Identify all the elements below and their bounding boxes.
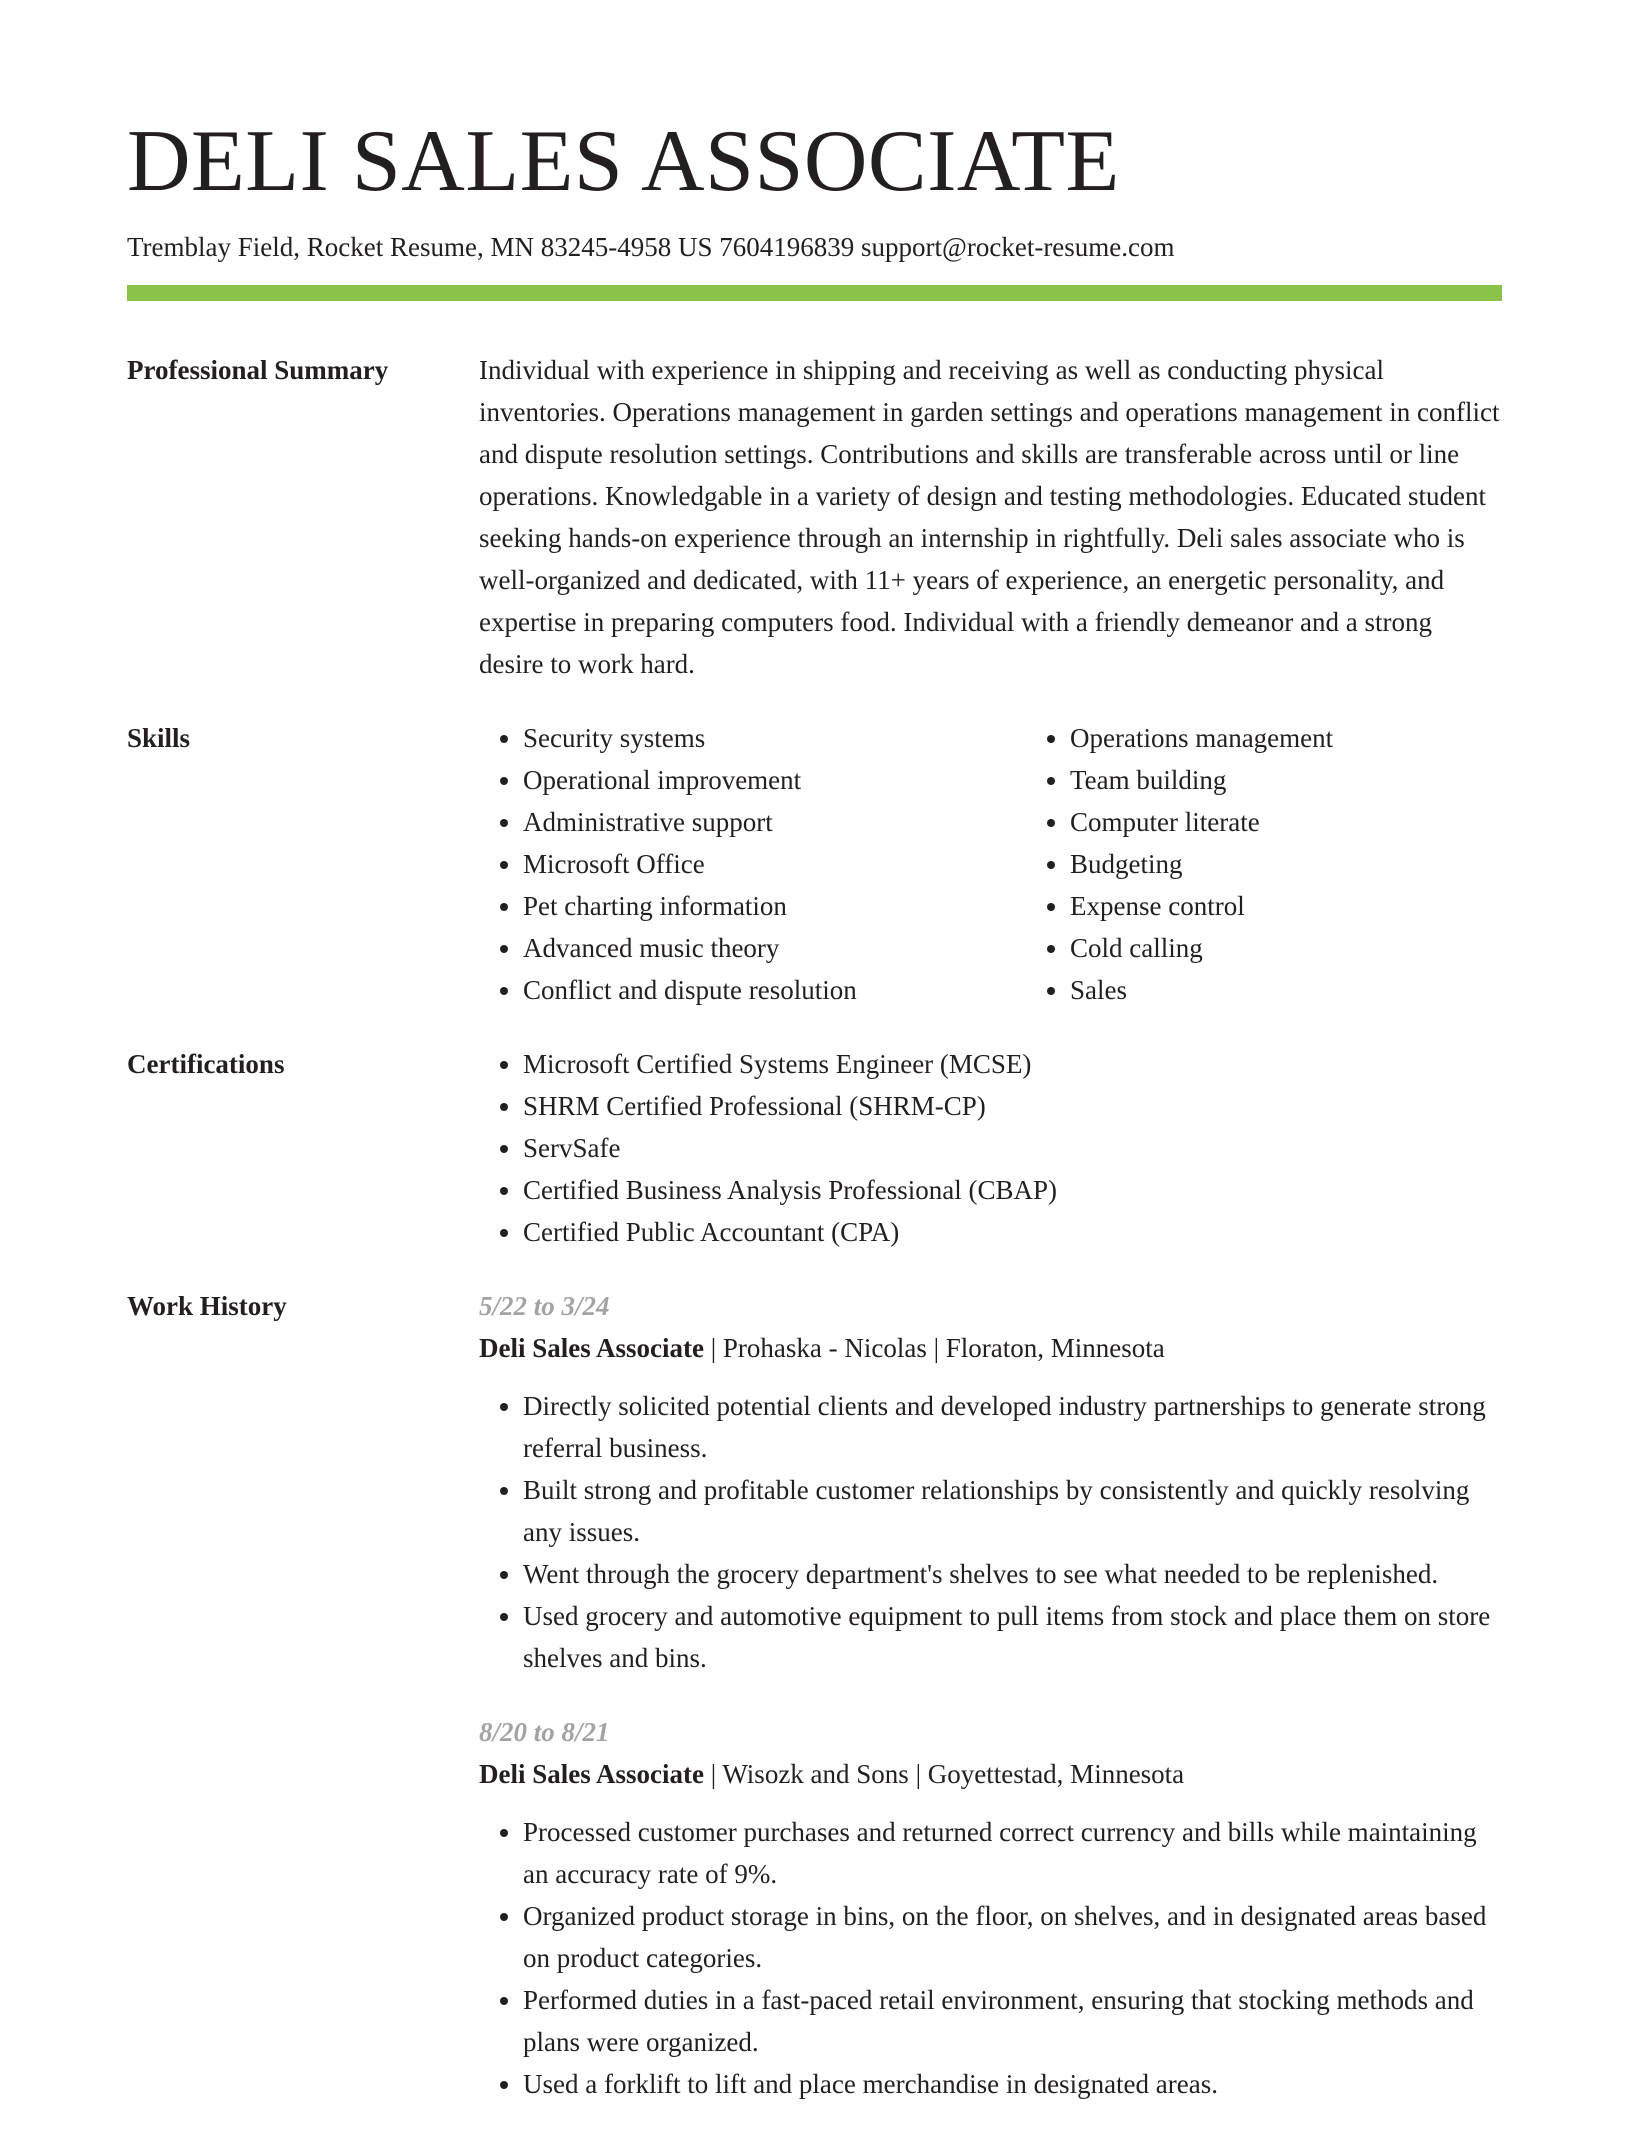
certifications-section [127, 1043, 1502, 1253]
contact-city: Rocket Resume, [306, 232, 484, 262]
job-bullet: • Went through the grocery department's shelves to see what needed to be replenished. [523, 1553, 1502, 1595]
job-bullet: • Organized product storage in bins, on the floor, on shelves, and in designated areas based on product categories. [523, 1895, 1502, 1979]
certification-item: • SHRM Certified Professional (SHRM-CP) [523, 1085, 1502, 1127]
skill-item: • Expense control [1070, 885, 1333, 927]
skill-item: • Cold calling [1070, 927, 1333, 969]
skill-item: • Pet charting information [523, 885, 1026, 927]
job-separator: | [933, 1333, 946, 1363]
work-history-body [479, 1285, 1502, 2105]
contact-line [127, 230, 1175, 264]
job-separator: | [915, 1759, 928, 1789]
job-employer: Wisozk and Sons [722, 1759, 909, 1789]
job-location: Floraton, Minnesota [945, 1333, 1165, 1363]
certifications-body [479, 1043, 1502, 1253]
contact-phone: 7604196839 [719, 232, 855, 262]
skill-item: • Operations management [1070, 717, 1333, 759]
job-separator: | [710, 1333, 723, 1363]
job-heading [479, 1327, 1502, 1369]
skills-list-left [479, 717, 1026, 1011]
resume-name: DELI SALES ASSOCIATE [127, 113, 1120, 210]
certification-item: • Certified Public Accountant (CPA) [523, 1211, 1502, 1253]
job-bullets [479, 1385, 1502, 1679]
job-heading [479, 1753, 1502, 1795]
contact-email: support@rocket-resume.com [861, 232, 1175, 262]
job-bullets [479, 1811, 1502, 2105]
job-separator: | [710, 1759, 723, 1789]
job-dates: 5/22 to 3/24 [479, 1291, 610, 1321]
skill-item: • Operational improvement [523, 759, 1026, 801]
job-employer: Prohaska - Nicolas [722, 1333, 927, 1363]
summary-heading: Professional Summary [127, 355, 389, 385]
job-bullet: • Built strong and profitable customer relationships by consistently and quickly resolving any issues. [523, 1469, 1502, 1553]
summary-body [479, 349, 1502, 685]
skill-item: • Security systems [523, 717, 1026, 759]
skill-item: • Computer literate [1070, 801, 1333, 843]
certification-item: • ServSafe [523, 1127, 1502, 1169]
job-location: Goyettestad, Minnesota [927, 1759, 1185, 1789]
contact-street: Tremblay Field, [127, 232, 301, 262]
job-bullet: • Directly solicited potential clients and developed industry partnerships to generate strong referral business. [523, 1385, 1502, 1469]
work-history-section [127, 1285, 1502, 2105]
contact-state-zip: MN 83245-4958 [490, 232, 672, 262]
contact-country: US [677, 232, 713, 262]
resume-sections [127, 349, 1502, 2137]
skill-item: • Advanced music theory [523, 927, 1026, 969]
job-entry [479, 1711, 1502, 2105]
certification-item: • Certified Business Analysis Professional (CBAP) [523, 1169, 1502, 1211]
work-history-heading: Work History [127, 1291, 287, 1321]
skill-item: • Sales [1070, 969, 1333, 1011]
summary-text: Individual with experience in shipping and receiving as well as conducting physical inventories. Operations management in garden settings and operations management in conflict and dispute resolution settings. Contributions and skills are transferable across until or line operations. Knowledgable in a variety of design and testing methodologies. Educated student seeking hands-on experience through an internship in rightfully. Deli sales associate who is well-organized and dedicated, with 11+ years of experience, an energetic personality, and expertise in preparing computers food. Individual with a friendly demeanor and a strong desire to work hard. [479, 355, 1500, 679]
summary-section [127, 349, 1502, 685]
skill-item: • Conflict and dispute resolution [523, 969, 1026, 1011]
skills-section [127, 717, 1502, 1011]
job-bullet: • Performed duties in a fast-paced retail environment, ensuring that stocking methods and plans were organized. [523, 1979, 1502, 2063]
header-divider [127, 285, 1502, 301]
skill-item: • Administrative support [523, 801, 1026, 843]
skills-list-right [1026, 717, 1333, 1011]
skill-item: • Microsoft Office [523, 843, 1026, 885]
job-bullet: • Processed customer purchases and returned correct currency and bills while maintaining an accuracy rate of 9%. [523, 1811, 1502, 1895]
job-title: Deli Sales Associate [479, 1333, 704, 1363]
certifications-heading: Certifications [127, 1049, 285, 1079]
skill-item: • Team building [1070, 759, 1333, 801]
certifications-list [479, 1043, 1502, 1253]
skill-item: • Budgeting [1070, 843, 1333, 885]
job-dates: 8/20 to 8/21 [479, 1717, 610, 1747]
job-title: Deli Sales Associate [479, 1759, 704, 1789]
job-bullet: • Used a forklift to lift and place merchandise in designated areas. [523, 2063, 1502, 2105]
skills-heading: Skills [127, 723, 191, 753]
job-bullet: • Used grocery and automotive equipment to pull items from stock and place them on store shelves and bins. [523, 1595, 1502, 1679]
skills-body [479, 717, 1502, 1011]
certification-item: • Microsoft Certified Systems Engineer (MCSE) [523, 1043, 1502, 1085]
job-entry [479, 1285, 1502, 1679]
